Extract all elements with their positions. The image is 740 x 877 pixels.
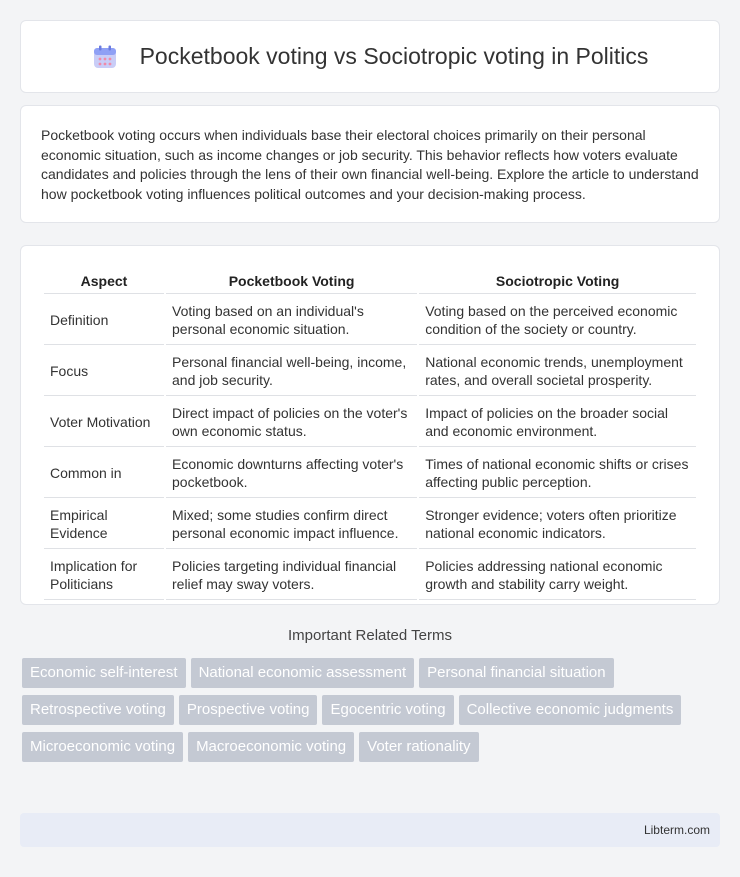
row-sociotropic: Times of national economic shifts or crises affecting public perception. <box>419 449 696 498</box>
table-row <box>44 449 696 498</box>
row-aspect: Empirical Evidence <box>44 500 164 549</box>
footer <box>20 813 720 847</box>
header-pocketbook: Pocketbook Voting <box>166 268 417 294</box>
table-row <box>44 398 696 447</box>
related-term-tag[interactable]: Prospective voting <box>179 695 318 725</box>
row-pocketbook: Personal financial well-being, income, and job security. <box>166 347 417 396</box>
row-aspect: Definition <box>44 296 164 345</box>
comparison-card <box>20 245 720 605</box>
row-pocketbook: Direct impact of policies on the voter's own economic status. <box>166 398 417 447</box>
table-header-row <box>44 268 696 294</box>
row-aspect: Focus <box>44 347 164 396</box>
intro-text: Pocketbook voting occurs when individuals base their electoral choices primarily on their personal economic situation, such as income changes or job security. This behavior reflects how voters evaluate candidates and policies through the lens of their own financial well-being. Explore the article to understand how pocketbook voting influences political outcomes and your decision-making process. <box>41 127 699 202</box>
calendar-icon <box>92 44 118 70</box>
related-term-tag[interactable]: Retrospective voting <box>22 695 174 725</box>
row-sociotropic: Stronger evidence; voters often prioritize national economic indicators. <box>419 500 696 549</box>
table-row <box>44 347 696 396</box>
related-terms-list <box>22 658 722 769</box>
related-term-tag[interactable]: Collective economic judgments <box>459 695 682 725</box>
row-sociotropic: Policies addressing national economic growth and stability carry weight. <box>419 551 696 600</box>
page-title: Pocketbook voting vs Sociotropic voting in Politics <box>139 43 649 69</box>
table-row <box>44 551 696 600</box>
related-term-tag[interactable]: Personal financial situation <box>419 658 613 688</box>
related-term-tag[interactable]: National economic assessment <box>191 658 415 688</box>
intro-card <box>20 105 720 223</box>
related-term-tag[interactable]: Economic self-interest <box>22 658 186 688</box>
related-terms-title: Important Related Terms <box>288 627 452 644</box>
row-sociotropic: Voting based on the perceived economic condition of the society or country. <box>419 296 696 345</box>
row-sociotropic: National economic trends, unemployment rates, and overall societal prosperity. <box>419 347 696 396</box>
row-pocketbook: Voting based on an individual's personal economic situation. <box>166 296 417 345</box>
related-term-tag[interactable]: Microeconomic voting <box>22 732 183 762</box>
row-pocketbook: Mixed; some studies confirm direct personal economic impact influence. <box>166 500 417 549</box>
table-row <box>44 500 696 549</box>
comparison-table <box>42 266 698 602</box>
row-sociotropic: Impact of policies on the broader social and economic environment. <box>419 398 696 447</box>
row-pocketbook: Economic downturns affecting voter's pocketbook. <box>166 449 417 498</box>
header-aspect: Aspect <box>44 268 164 294</box>
header-sociotropic: Sociotropic Voting <box>419 268 696 294</box>
related-term-tag[interactable]: Macroeconomic voting <box>188 732 354 762</box>
title-card <box>20 20 720 93</box>
related-term-tag[interactable]: Egocentric voting <box>322 695 453 725</box>
footer-site-link[interactable]: Libterm.com <box>643 823 710 837</box>
row-pocketbook: Policies targeting individual financial relief may sway voters. <box>166 551 417 600</box>
row-aspect: Common in <box>44 449 164 498</box>
related-term-tag[interactable]: Voter rationality <box>359 732 478 762</box>
row-aspect: Implication for Politicians <box>44 551 164 600</box>
table-row <box>44 296 696 345</box>
row-aspect: Voter Motivation <box>44 398 164 447</box>
